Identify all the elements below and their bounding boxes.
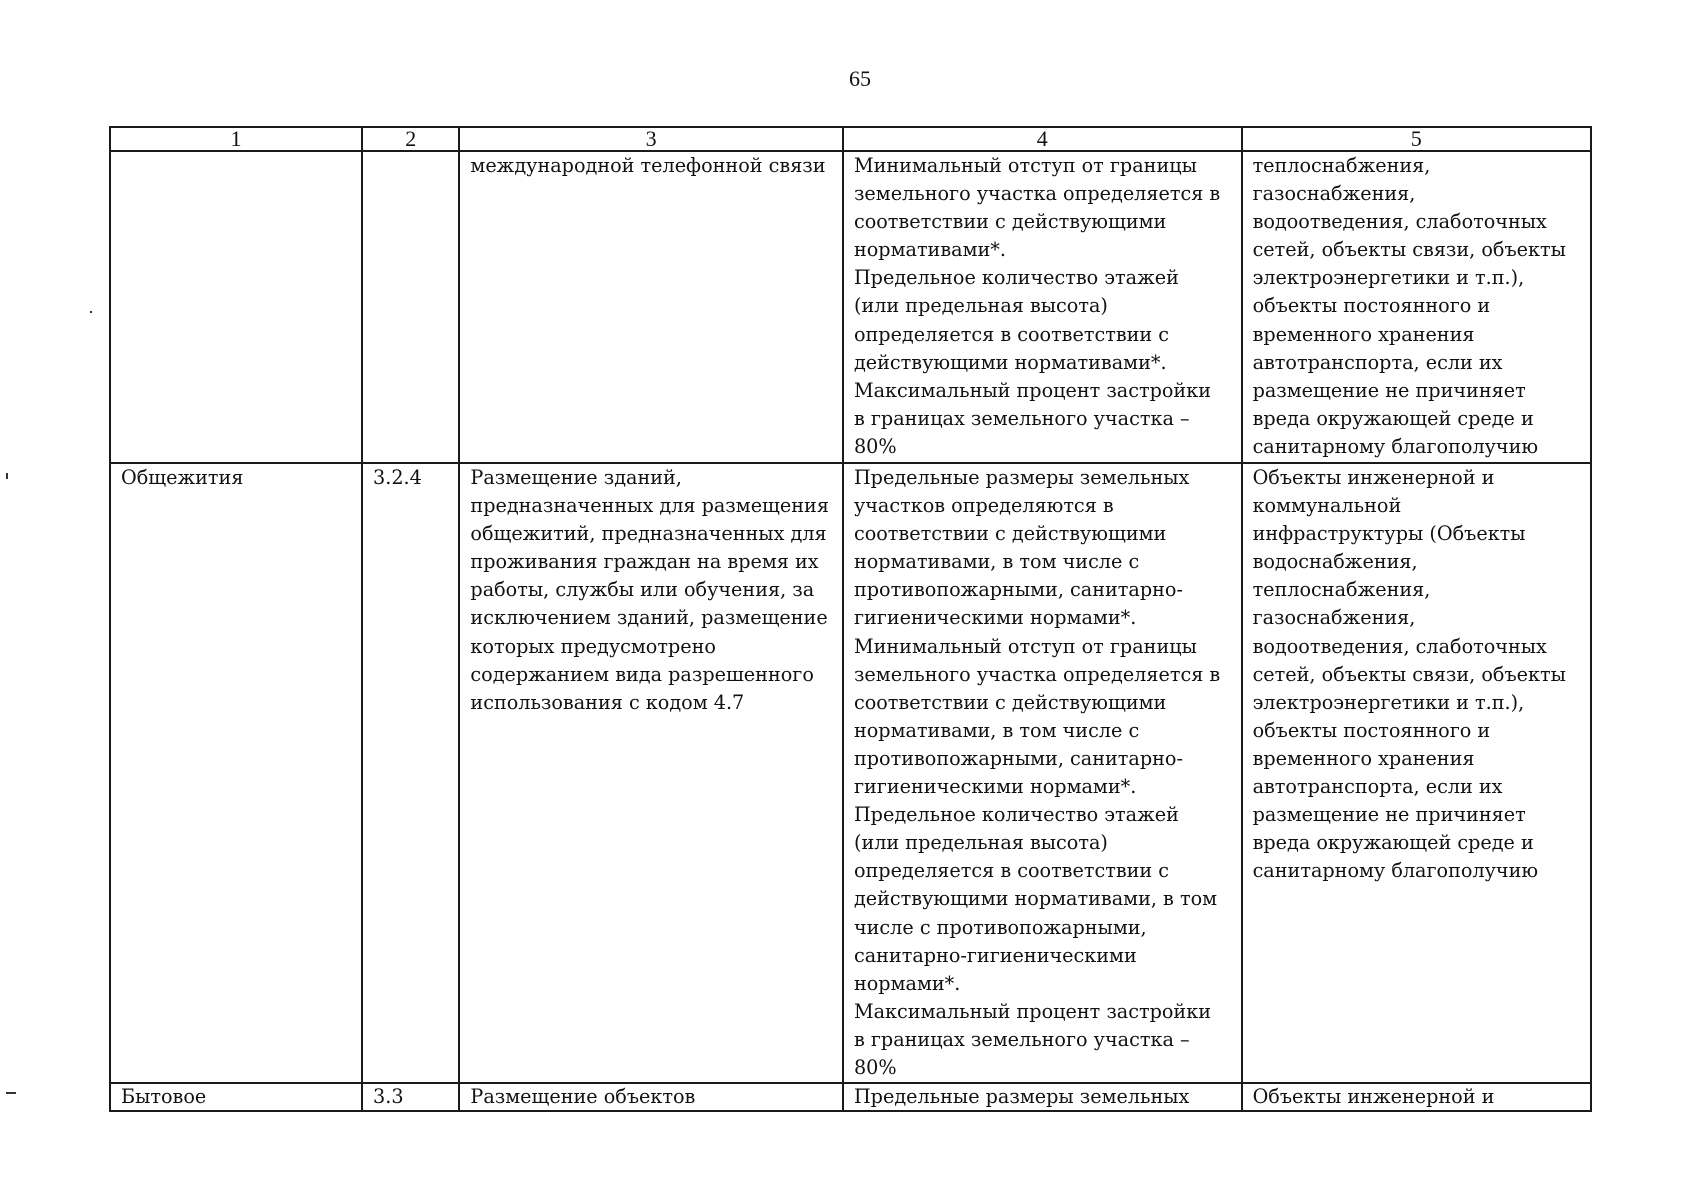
regulations-table [109,126,1592,1112]
table-header-row [110,127,1591,151]
parameters-cell: Предельные размеры земельных [843,1083,1242,1111]
use-name-cell [110,151,362,463]
scan-mark [6,473,8,479]
use-description-cell: международной телефонной связи [459,151,843,463]
table-row [110,151,1591,463]
use-code-cell: 3.3 [362,1083,459,1111]
column-header: 5 [1242,127,1591,151]
column-header: 1 [110,127,362,151]
use-code-cell: 3.2.4 [362,463,459,1083]
scan-mark [90,311,92,313]
use-name-cell: Бытовое [110,1083,362,1111]
column-header: 3 [459,127,843,151]
parameters-cell: Минимальный отступ от границы земельного участка определяется в соответствии с действующими нормативами*. Предельное количество этажей (или предельная высота) определяется в соответствии с действующими нормативами*. Максимальный процент застройки в границах земельного участка – 80% [843,151,1242,463]
table-row [110,1083,1591,1111]
auxiliary-uses-cell: теплоснабжения, газоснабжения, водоотведения, слаботочных сетей, объекты связи, объекты электроэнергетики и т.п.), объекты постоянного и временного хранения автотранспорта, если их размещение не причиняет вреда окружающей среде и санитарному благополучию [1242,151,1591,463]
column-header: 4 [843,127,1242,151]
use-description-cell: Размещение зданий, предназначенных для размещения общежитий, предназначенных для проживания граждан на время их работы, службы или обучения, за исключением зданий, размещение которых предусмотрено содержанием вида разрешенного использования с кодом 4.7 [459,463,843,1083]
use-description-cell: Размещение объектов [459,1083,843,1111]
parameters-cell: Предельные размеры земельных участков определяются в соответствии с действующими нормативами, в том числе с противопожарными, санитарно- гигиеническими нормами*. Минимальный отступ от границы земельного участка определяется в соответствии с действующими нормативами, в том числе с противопожарными, санитарно- гигиеническими нормами*. Предельное количество этажей (или предельная высота) определяется в соответствии с действующими нормативами, в том числе с противопожарными, санитарно-гигиеническими нормами*. Максимальный процент застройки в границах земельного участка – 80% [843,463,1242,1083]
table-row [110,463,1591,1083]
use-name-cell: Общежития [110,463,362,1083]
page-number: 65 [849,66,871,91]
scan-mark [6,1092,16,1094]
auxiliary-uses-cell: Объекты инженерной и коммунальной инфраструктуры (Объекты водоснабжения, теплоснабжения, газоснабжения, водоотведения, слаботочных сетей, объекты связи, объекты электроэнергетики и т.п.), объекты постоянного и временного хранения автотранспорта, если их размещение не причиняет вреда окружающей среде и санитарному благополучию [1242,463,1591,1083]
use-code-cell [362,151,459,463]
auxiliary-uses-cell: Объекты инженерной и [1242,1083,1591,1111]
column-header: 2 [362,127,459,151]
